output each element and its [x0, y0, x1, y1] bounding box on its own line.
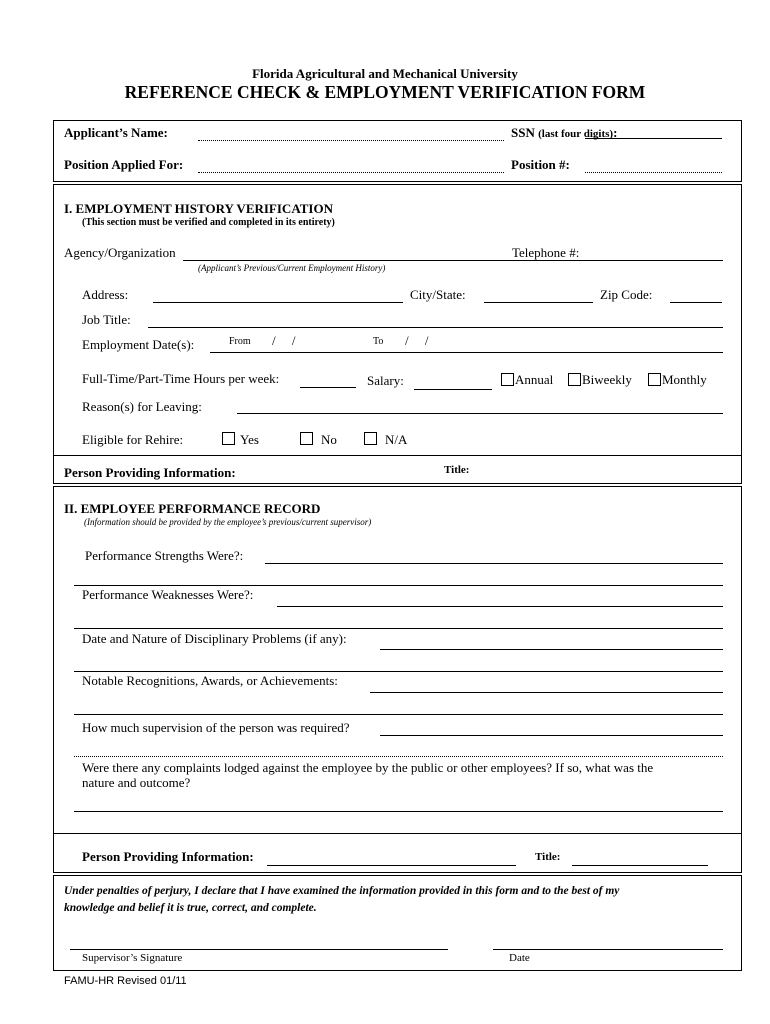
section2-heading: II. EMPLOYEE PERFORMANCE RECORD	[64, 501, 321, 516]
rehire-no-label: No	[321, 432, 337, 447]
recognitions-label: Notable Recognitions, Awards, or Achievements:	[82, 673, 338, 688]
hours-field[interactable]	[300, 387, 356, 388]
date-label: Date	[509, 952, 530, 964]
date-field[interactable]	[493, 949, 723, 950]
ssn-field[interactable]	[585, 138, 722, 139]
section2-person-label: Person Providing Information:	[82, 849, 254, 864]
address-field[interactable]	[153, 302, 403, 303]
hours-label: Full-Time/Part-Time Hours per week:	[82, 371, 280, 386]
weaknesses-field-1[interactable]	[277, 606, 723, 607]
applicant-name-field[interactable]	[198, 140, 504, 141]
salary-biweekly-label: Biweekly	[582, 372, 632, 387]
agency-field[interactable]	[183, 260, 723, 261]
salary-label: Salary:	[367, 373, 404, 388]
weaknesses-label: Performance Weaknesses Were?:	[82, 587, 254, 602]
section2-subheading: (Information should be provided by the employee’s previous/current supervisor)	[84, 517, 372, 527]
section2-person-field[interactable]	[267, 865, 516, 866]
employment-dates-label: Employment Date(s):	[82, 337, 195, 352]
section2-title-label: Title:	[535, 851, 561, 863]
declaration-line1: Under penalties of perjury, I declare that I have examined the information provided in this form and to the best of my	[64, 885, 620, 897]
section2-divider	[54, 833, 741, 834]
employment-dates-field[interactable]	[210, 352, 723, 353]
declaration-line2: knowledge and belief it is true, correct, and complete.	[64, 902, 317, 914]
supervision-divider	[74, 756, 723, 757]
from-date-slashes: / /	[272, 333, 296, 348]
telephone-label: Telephone #:	[512, 245, 580, 260]
supervision-field[interactable]	[380, 735, 723, 736]
signature-label: Supervisor’s Signature	[82, 952, 183, 964]
disciplinary-field-2[interactable]	[74, 671, 723, 672]
job-title-field[interactable]	[148, 327, 723, 328]
city-state-label: City/State:	[410, 287, 466, 302]
position-number-label: Position #:	[511, 157, 570, 172]
zip-label: Zip Code:	[600, 287, 653, 302]
section1-person-label: Person Providing Information:	[64, 465, 236, 480]
supervision-label: How much supervision of the person was required?	[82, 720, 350, 735]
recognitions-field-2[interactable]	[74, 714, 723, 715]
complaints-label-line2: nature and outcome?	[82, 775, 191, 790]
recognitions-field-1[interactable]	[370, 692, 723, 693]
strengths-field-1[interactable]	[265, 563, 723, 564]
complaints-label-line1: Were there any complaints lodged against the employee by the public or other employees? If so, what was the	[82, 760, 654, 775]
form-title: REFERENCE CHECK & EMPLOYMENT VERIFICATION FORM	[124, 82, 646, 102]
section1-heading: I. EMPLOYMENT HISTORY VERIFICATION	[64, 201, 333, 216]
ssn-label: SSN (last four digits):	[511, 125, 618, 140]
section1-title-label: Title:	[444, 464, 470, 476]
job-title-label: Job Title:	[82, 312, 131, 327]
address-label: Address:	[82, 287, 129, 302]
salary-monthly-label: Monthly	[662, 372, 707, 387]
salary-annual-checkbox[interactable]	[501, 373, 514, 386]
agency-label: Agency/Organization	[64, 245, 176, 260]
complaints-field[interactable]	[74, 811, 723, 812]
zip-field[interactable]	[670, 302, 722, 303]
reason-field[interactable]	[237, 413, 723, 414]
disciplinary-field-1[interactable]	[380, 649, 723, 650]
strengths-field-2[interactable]	[74, 585, 723, 586]
salary-field[interactable]	[414, 389, 492, 390]
strengths-label: Performance Strengths Were?:	[85, 548, 244, 563]
section2-title-field[interactable]	[572, 865, 708, 866]
section1-divider	[54, 455, 741, 456]
rehire-na-checkbox[interactable]	[364, 432, 377, 445]
salary-annual-label: Annual	[515, 372, 554, 387]
applicant-name-label: Applicant’s Name:	[64, 125, 168, 140]
position-applied-field[interactable]	[198, 172, 504, 173]
position-number-field[interactable]	[585, 172, 722, 173]
rehire-label: Eligible for Rehire:	[82, 432, 184, 447]
reason-label: Reason(s) for Leaving:	[82, 399, 202, 414]
salary-monthly-checkbox[interactable]	[648, 373, 661, 386]
from-label: From	[229, 336, 251, 347]
rehire-no-checkbox[interactable]	[300, 432, 313, 445]
university-name: Florida Agricultural and Mechanical University	[252, 66, 518, 81]
agency-hint: (Applicant’s Previous/Current Employment History)	[198, 263, 386, 273]
weaknesses-field-2[interactable]	[74, 628, 723, 629]
revision-footer: FAMU-HR Revised 01/11	[64, 975, 187, 987]
to-label: To	[373, 336, 384, 347]
rehire-na-label: N/A	[385, 432, 408, 447]
city-state-field[interactable]	[484, 302, 593, 303]
position-applied-label: Position Applied For:	[64, 157, 184, 172]
rehire-yes-label: Yes	[240, 432, 259, 447]
disciplinary-label: Date and Nature of Disciplinary Problems (if any):	[82, 631, 347, 646]
to-date-slashes: / /	[405, 333, 429, 348]
salary-biweekly-checkbox[interactable]	[568, 373, 581, 386]
signature-field[interactable]	[70, 949, 448, 950]
section1-subheading: (This section must be verified and completed in its entirety)	[82, 217, 335, 228]
rehire-yes-checkbox[interactable]	[222, 432, 235, 445]
